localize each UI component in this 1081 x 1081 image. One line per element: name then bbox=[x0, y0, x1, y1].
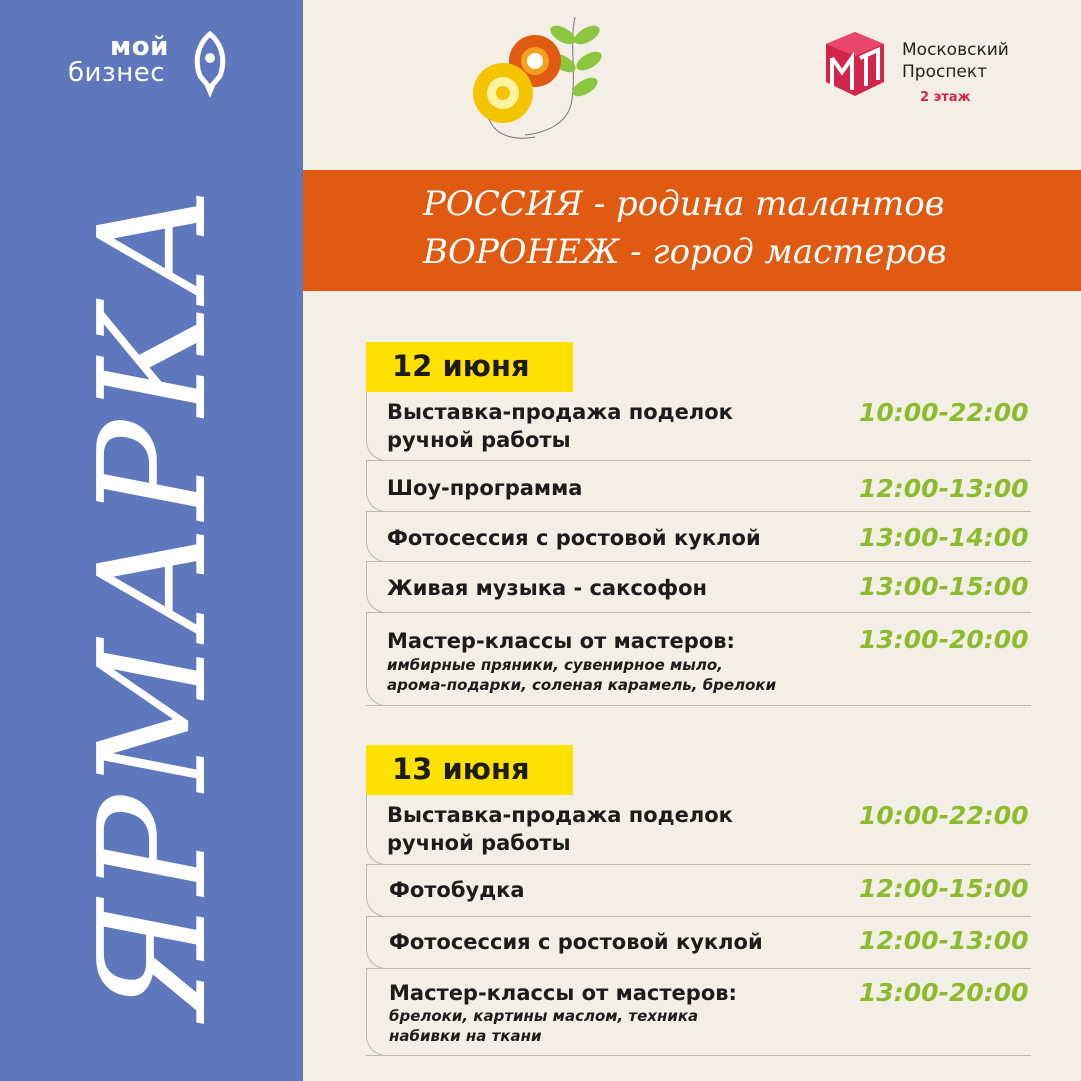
logo-line-2: бизнес bbox=[68, 58, 166, 88]
event-name-cont: ручной работы bbox=[387, 428, 571, 452]
event-description: брелоки, картины маслом, техника bbox=[389, 1007, 699, 1025]
schedule-row bbox=[366, 613, 1031, 706]
moy-biznes-logo bbox=[66, 30, 236, 100]
event-name: Мастер-классы от мастеров: bbox=[389, 981, 737, 1005]
event-time: 10:00-22:00 bbox=[859, 801, 1029, 830]
schedule-row bbox=[366, 512, 1031, 562]
event-description-cont: набивки на ткани bbox=[389, 1027, 542, 1045]
schedule-row bbox=[366, 562, 1031, 613]
event-name: Живая музыка - саксофон bbox=[387, 576, 708, 600]
banner bbox=[303, 170, 1081, 291]
schedule-row bbox=[366, 969, 1031, 1056]
event-name: Фотосессия с ростовой куклой bbox=[389, 930, 763, 954]
event-name: Фотосессия с ростовой куклой bbox=[387, 526, 761, 550]
event-name: Мастер-классы от мастеров: bbox=[387, 629, 735, 653]
banner-line-2: ВОРОНЕЖ - город мастеров bbox=[423, 232, 947, 272]
event-time: 13:00-20:00 bbox=[859, 625, 1029, 654]
schedule-row bbox=[366, 461, 1031, 512]
banner-line-1: РОССИЯ - родина талантов bbox=[423, 184, 945, 224]
event-name: Выставка-продажа поделок bbox=[387, 803, 733, 827]
moskovsky-prospekt-logo bbox=[820, 28, 1060, 118]
rocket-icon bbox=[188, 30, 232, 100]
event-time: 13:00-14:00 bbox=[859, 523, 1029, 552]
mall-name-line-2: Проспект bbox=[902, 62, 988, 82]
event-description-cont: арома-подарки, соленая карамель, брелоки bbox=[387, 676, 777, 694]
sidebar bbox=[0, 0, 303, 1081]
flowers-decoration-icon bbox=[465, 15, 615, 145]
schedule-row bbox=[366, 795, 1031, 865]
cube-logo-icon bbox=[820, 28, 890, 100]
schedule-row bbox=[366, 917, 1031, 969]
day-label: 12 июня bbox=[366, 342, 573, 392]
logo-line-1: мой bbox=[110, 32, 169, 62]
mall-name-line-1: Московский bbox=[902, 40, 1009, 60]
fair-title: ЯРМАРКА bbox=[67, 181, 239, 1019]
event-name: Фотобудка bbox=[389, 878, 525, 902]
event-time: 13:00-15:00 bbox=[859, 572, 1029, 601]
event-description: имбирные пряники, сувенирное мыло, bbox=[387, 656, 723, 674]
event-name-cont: ручной работы bbox=[387, 831, 571, 855]
event-time: 10:00-22:00 bbox=[859, 398, 1029, 427]
floor-label: 2 этаж bbox=[920, 90, 971, 105]
event-time: 13:00-20:00 bbox=[859, 978, 1029, 1007]
day-label: 13 июня bbox=[366, 745, 573, 795]
event-name: Шоу-программа bbox=[387, 476, 583, 500]
schedule-row bbox=[366, 392, 1031, 461]
event-name: Выставка-продажа поделок bbox=[387, 400, 733, 424]
event-time: 12:00-13:00 bbox=[859, 926, 1029, 955]
schedule-row bbox=[366, 865, 1031, 917]
event-time: 12:00-15:00 bbox=[859, 874, 1029, 903]
event-time: 12:00-13:00 bbox=[859, 474, 1029, 503]
